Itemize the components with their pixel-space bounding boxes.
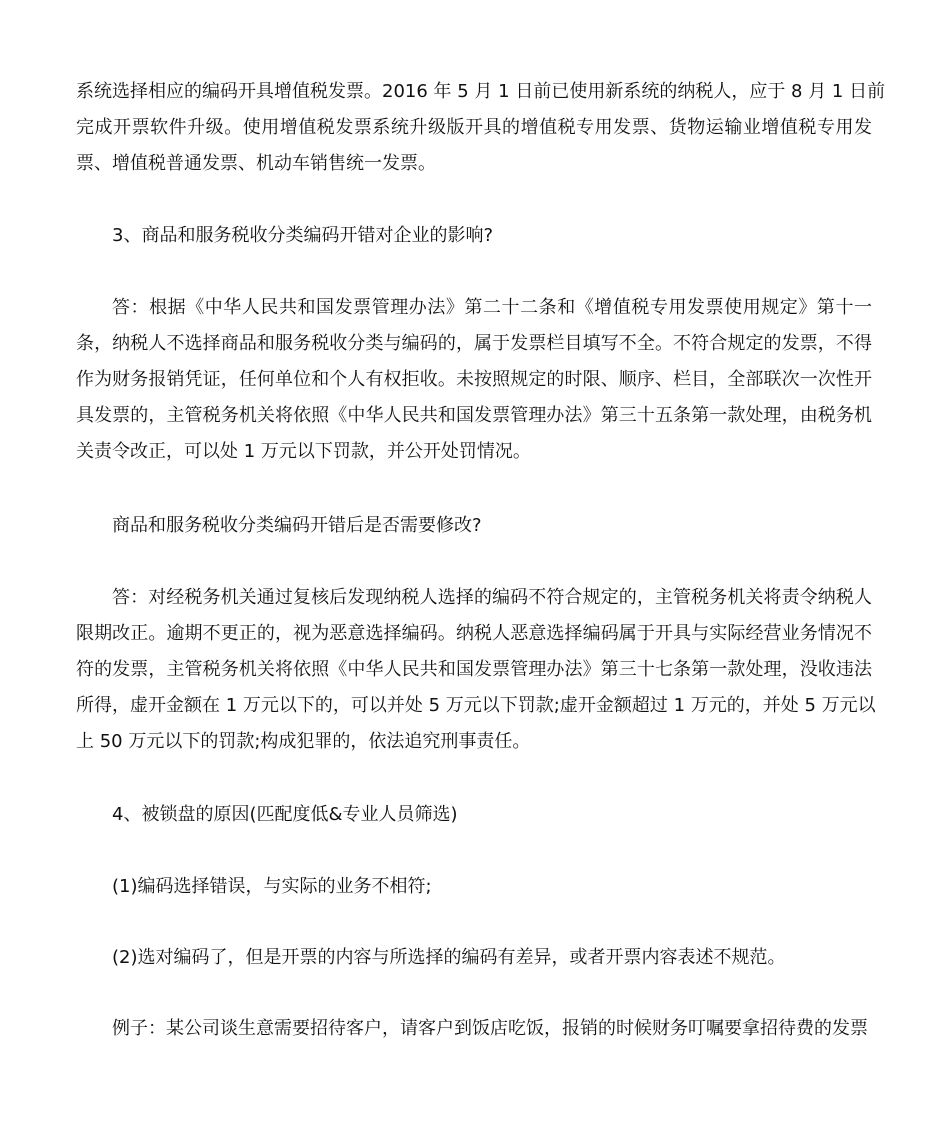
- text-line: 限期改正。逾期不更正的，视为恶意选择编码。纳税人恶意选择编码属于开具与实际经营业务情况不: [76, 623, 872, 644]
- question-modify: [76, 508, 872, 544]
- text-line: 所得，虚开金额在 1 万元以下的，可以并处 5 万元以下罚款;虚开金额超过 1 万元的，并处 5 万元以: [76, 695, 876, 716]
- heading-text: 3、商品和服务税收分类编码开错对企业的影响?: [112, 225, 494, 246]
- heading-text: 4、被锁盘的原因(匹配度低&专业人员筛选): [112, 804, 458, 825]
- paragraph-answer-modify: [76, 580, 876, 760]
- text-line: (1)编码选择错误，与实际的业务不相符;: [112, 876, 432, 897]
- text-line: 关责令改正，可以处 1 万元以下罚款，并公开处罚情况。: [76, 441, 531, 462]
- section-heading-4: [76, 797, 872, 833]
- text-line: 具发票的，主管税务机关将依照《中华人民共和国发票管理办法》第三十五条第一款处理，由税务机: [76, 405, 872, 426]
- text-line: 票、增值税普通发票、机动车销售统一发票。: [76, 153, 436, 174]
- paragraph-example: [76, 1011, 872, 1047]
- section-heading-3: [76, 218, 872, 254]
- text-line: 符的发票，主管税务机关将依照《中华人民共和国发票管理办法》第三十七条第一款处理，没收违法: [76, 659, 872, 680]
- text-line: 作为财务报销凭证，任何单位和个人有权拒收。未按照规定的时限、顺序、栏目，全部联次一次性开: [76, 369, 872, 390]
- text-line: 例子：某公司谈生意需要招待客户，请客户到饭店吃饭，报销的时候财务叮嘱要拿招待费的发票: [112, 1018, 868, 1039]
- text-line: 上 50 万元以下的罚款;构成犯罪的，依法追究刑事责任。: [76, 731, 531, 752]
- paragraph-upgrade-deadline: [76, 74, 886, 182]
- text-line: 条，纳税人不选择商品和服务税收分类与编码的，属于发票栏目填写不全。不符合规定的发票，不得: [76, 333, 872, 354]
- text-line: (2)选对编码了，但是开票的内容与所选择的编码有差异，或者开票内容表述不规范。: [112, 947, 786, 968]
- text-line: 答：根据《中华人民共和国发票管理办法》第二十二条和《增值税专用发票使用规定》第十一: [112, 297, 872, 318]
- text-line: 答：对经税务机关通过复核后发现纳税人选择的编码不符合规定的，主管税务机关将责令纳税人: [112, 587, 872, 608]
- paragraph-answer-impact: [76, 290, 872, 470]
- heading-text: 商品和服务税收分类编码开错后是否需要修改?: [112, 515, 482, 536]
- list-item-2: [76, 940, 872, 976]
- text-line: 完成开票软件升级。使用增值税发票系统升级版开具的增值税专用发票、货物运输业增值税专用发: [76, 117, 872, 138]
- text-line: 系统选择相应的编码开具增值税发票。2016 年 5 月 1 日前已使用新系统的纳税人，应于 8 月 1 日前: [76, 81, 886, 102]
- list-item-1: [76, 869, 872, 905]
